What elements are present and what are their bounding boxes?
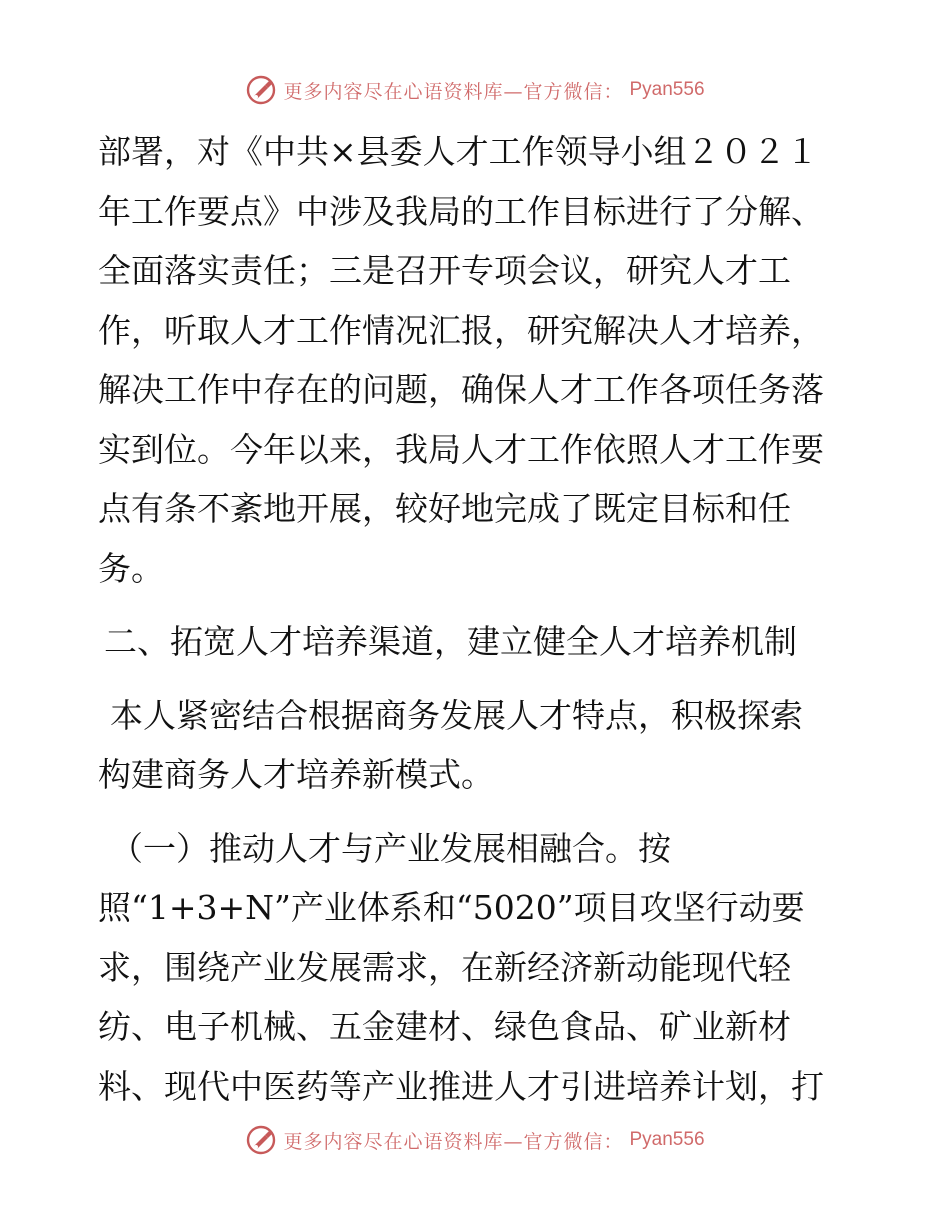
text-line: 全面落实责任；三是召开专项会议，研究人才工 (98, 251, 791, 290)
pen-logo-icon (245, 1124, 277, 1156)
pen-logo-icon (245, 74, 277, 106)
text-line: 实到位。今年以来，我局人才工作依照人才工作要 (98, 429, 824, 469)
text-line: 部署，对《中共×县委人才工作领导小组２０２１ (98, 132, 819, 171)
watermark-header (0, 73, 950, 107)
text-line: 照“1+3+N”产业体系和“5020”项目攻坚行动要 (98, 888, 805, 927)
text-line: 年工作要点》中涉及我局的工作目标进行了分解、 (98, 191, 824, 231)
text-line: 点有条不紊地开展，较好地完成了既定目标和任 (98, 489, 791, 528)
text-line: 务。 (98, 548, 164, 588)
watermark-id: Pyan556 (629, 1129, 705, 1150)
text-line: 料、现代中医药等产业推进人才引进培养计划，打 (98, 1066, 824, 1106)
watermark-id: Pyan556 (629, 79, 705, 100)
text-line: 纺、电子机械、五金建材、绿色食品、矿业新材 (98, 1007, 791, 1046)
paragraph-2 (98, 686, 858, 805)
document-body (98, 122, 858, 1116)
watermark-footer (0, 1123, 950, 1157)
watermark-text: 更多内容尽在心语资料库—官方微信： (283, 80, 624, 103)
text-line: 作，听取人才工作情况汇报，研究解决人才培养， (98, 310, 824, 350)
text-line: 构建商务人才培养新模式。 (98, 755, 494, 794)
text-line: 解决工作中存在的问题，确保人才工作各项任务落 (98, 370, 824, 409)
section-heading: 二、拓宽人才培养渠道，建立健全人才培养机制 (104, 622, 797, 661)
text-line: 本人紧密结合根据商务发展人才特点，积极探索 (110, 695, 803, 735)
text-line: 求，围绕产业发展需求，在新经济新动能现代轻 (98, 947, 791, 987)
paragraph-1 (98, 122, 858, 598)
subsection-heading: （一）推动人才与产业发展相融合。按 (110, 828, 671, 868)
paragraph-3 (98, 819, 858, 1117)
watermark-text: 更多内容尽在心语资料库—官方微信： (283, 1130, 624, 1153)
